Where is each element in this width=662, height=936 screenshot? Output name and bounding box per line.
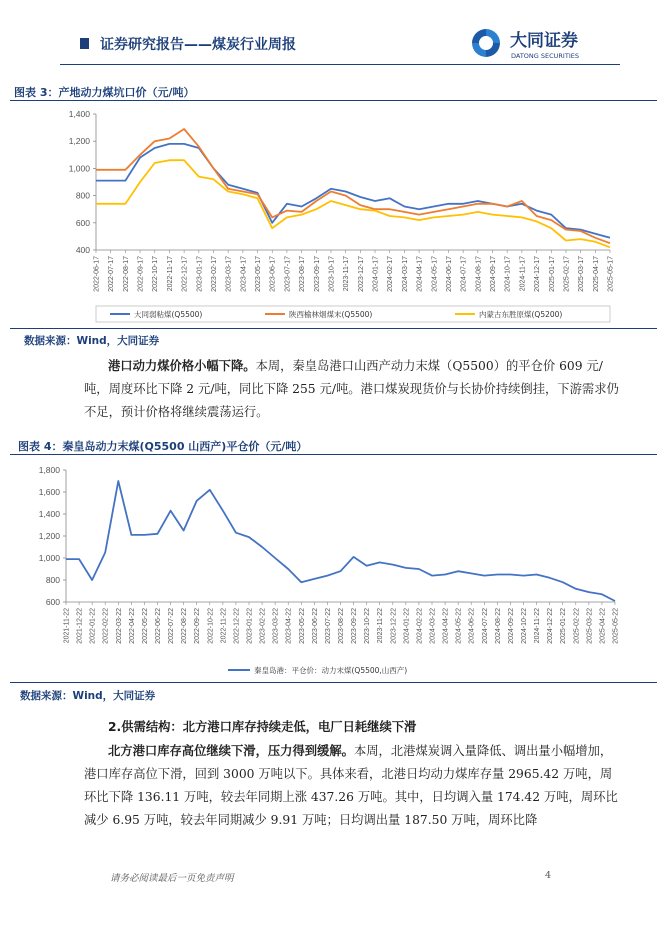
fig3-x-tick-label: 2023-11-17 [343, 256, 351, 292]
fig3-y-tick-label: 600 [75, 217, 90, 228]
section-heading: 2.供需结构：北方港口库存持续走低，电厂日耗继续下滑 [108, 720, 417, 734]
fig4-x-tick-label: 2022-04-22 [128, 608, 136, 644]
fig3-x-tick-label: 2023-12-17 [357, 256, 365, 292]
fig3-y-tick-label: 1,200 [68, 136, 90, 147]
fig4-x-tick-label: 2022-01-22 [89, 608, 97, 644]
fig4-x-tick-label: 2022-02-22 [102, 608, 110, 644]
fig3-x-tick-label: 2024-03-17 [401, 256, 409, 292]
fig3-x-tick-label: 2024-10-17 [504, 256, 512, 292]
fig4-x-tick-label: 2024-08-22 [494, 608, 502, 644]
fig3-x-tick-label: 2022-08-17 [122, 256, 130, 292]
fig3-series-line-1 [96, 144, 610, 238]
fig3-x-tick-label: 2025-01-17 [548, 256, 556, 292]
fig4-x-tick-label: 2024-04-22 [442, 608, 450, 644]
company-logo [466, 23, 616, 63]
fig3-y-tick-label: 800 [75, 190, 90, 201]
fig3-x-tick-label: 2022-12-17 [181, 256, 189, 292]
figure3-bottom-divider [10, 328, 657, 329]
figure4-bottom-divider [10, 682, 657, 683]
figure4-title: 图表 4：秦皇岛动力末煤(Q5500 山西产)平仓价（元/吨） [18, 440, 308, 453]
fig4-x-tick-label: 2021-11-22 [63, 608, 71, 644]
fig4-x-tick-label: 2023-04-22 [285, 608, 293, 644]
fig4-x-tick-label: 2023-06-22 [311, 608, 319, 644]
fig3-y-tick-label: 400 [75, 245, 90, 255]
figure4-chart [10, 460, 657, 680]
fig4-x-tick-label: 2022-10-22 [207, 608, 215, 644]
fig4-x-tick-label: 2024-01-22 [403, 608, 411, 644]
paragraph-port-inventory-lead: 北方港口库存高位继续下滑，压力得到缓解。 [108, 744, 354, 758]
fig3-x-tick-label: 2023-02-17 [210, 256, 218, 292]
fig3-x-tick-label: 2025-02-17 [563, 256, 571, 292]
fig4-x-tick-label: 2021-12-22 [76, 608, 84, 644]
fig4-x-tick-label: 2022-09-22 [194, 608, 202, 644]
fig4-x-tick-label: 2022-05-22 [141, 608, 149, 644]
fig4-y-tick-label: 800 [45, 575, 60, 585]
fig3-x-tick-label: 2024-01-17 [372, 256, 380, 292]
fig3-legend [96, 306, 610, 322]
fig3-legend-label-3: 内蒙古东胜原煤(Q5200) [479, 310, 563, 319]
fig4-series-line-1 [66, 481, 615, 601]
fig4-x-tick-label: 2023-03-22 [272, 608, 280, 644]
fig3-x-tick-label: 2023-04-17 [240, 256, 248, 292]
fig4-x-tick-label: 2023-12-22 [390, 608, 398, 644]
fig4-legend [228, 665, 407, 675]
page-number: 4 [545, 870, 552, 881]
fig4-x-tick-label: 2025-03-22 [586, 608, 594, 644]
fig4-x-tick-label: 2023-01-22 [246, 608, 254, 644]
report-title: 证券研究报告——煤炭行业周报 [100, 37, 296, 53]
fig3-y-tick-label: 1,400 [68, 109, 90, 119]
fig4-x-tick-label: 2024-12-22 [547, 608, 555, 644]
fig4-x-tick-label: 2023-09-22 [351, 608, 359, 644]
fig3-x-tick-label: 2022-11-17 [166, 256, 174, 292]
fig4-x-tick-label: 2025-05-22 [612, 608, 620, 644]
fig4-x-tick-label: 2024-09-22 [507, 608, 515, 644]
fig3-x-tick-label: 2023-01-17 [196, 256, 204, 292]
fig3-x-tick-label: 2022-07-17 [108, 256, 116, 292]
paragraph-port-inventory-text: 本周，北港煤炭调入量降低、调出量小幅增加，港口库存高位下滑，回到 3000 万吨以下。具体来看，北港日均动力煤库存量 2965.42 万吨，周环比下降 136.11 万吨，较去年同期上涨 437.26 万吨。其中，日均调入量 174.42 万吨，周环比减少 6.95 万吨，较去年同期减少 9.91 万吨；日均调出量 187.50 万吨，周环比降 [84, 744, 618, 827]
fig4-x-tick-label: 2023-05-22 [298, 608, 306, 644]
fig3-x-tick-label: 2024-02-17 [387, 256, 395, 292]
fig3-x-tick-label: 2023-03-17 [225, 256, 233, 292]
fig4-x-tick-label: 2024-07-22 [481, 608, 489, 644]
fig3-x-tick-label: 2024-06-17 [445, 256, 453, 292]
fig3-x-tick-label: 2024-12-17 [534, 256, 542, 292]
fig3-legend-label-2: 陕西榆林烟煤末(Q5500) [289, 310, 373, 319]
fig3-x-tick-label: 2023-05-17 [255, 256, 263, 292]
fig4-y-tick-label: 1,200 [38, 531, 60, 541]
paragraph-port-price-lead: 港口动力煤价格小幅下降。 [108, 359, 256, 373]
fig4-x-tick-label: 2024-03-22 [429, 608, 437, 644]
fig4-x-tick-label: 2022-06-22 [155, 608, 162, 644]
fig4-y-tick-label: 1,600 [38, 487, 60, 497]
fig4-y-tick-label: 1,400 [38, 509, 60, 519]
figure3-source: 数据来源：Wind，大同证券 [24, 335, 160, 347]
fig3-x-tick-label: 2022-09-17 [137, 256, 145, 292]
fig3-y-tick-label: 1,000 [68, 163, 90, 174]
fig4-x-tick-label: 2024-02-22 [416, 608, 424, 644]
logo-text-cn: 大同证券 [510, 31, 578, 51]
fig3-x-tick-label: 2024-08-17 [475, 256, 483, 292]
fig3-x-tick-label: 2025-05-17 [607, 256, 615, 292]
fig3-x-tick-label: 2023-08-17 [299, 256, 307, 292]
fig4-x-tick-label: 2022-03-22 [115, 608, 123, 644]
fig4-x-tick-label: 2023-07-22 [324, 608, 332, 644]
figure4-source: 数据来源：Wind，大同证券 [20, 690, 156, 702]
fig4-x-tick-label: 2022-08-22 [181, 608, 189, 644]
fig4-x-tick-label: 2024-06-22 [468, 608, 476, 644]
figure4-divider [10, 454, 657, 455]
header-divider [60, 64, 620, 65]
fig4-x-tick-label: 2024-10-22 [521, 608, 528, 644]
fig4-y-tick-label: 600 [45, 597, 60, 607]
fig4-x-tick-label: 2025-04-22 [599, 608, 607, 644]
fig4-legend-label-1: 秦皇岛港：平仓价：动力末煤(Q5500,山西产) [254, 666, 408, 675]
fig3-series-line-2 [96, 129, 610, 243]
fig4-x-tick-label: 2024-11-22 [534, 608, 542, 644]
header-marker [80, 38, 89, 49]
fig4-x-tick-label: 2023-11-22 [377, 608, 385, 644]
logo-mark-icon [472, 29, 500, 57]
figure3-title: 图表 3：产地动力煤坑口价（元/吨） [14, 86, 195, 99]
figure3-divider [10, 100, 657, 101]
fig4-x-tick-label: 2024-05-22 [455, 608, 463, 644]
fig4-x-tick-label: 2023-02-22 [259, 608, 267, 644]
fig3-x-tick-label: 2023-09-17 [313, 256, 321, 292]
fig3-x-tick-label: 2025-04-17 [592, 256, 600, 292]
fig3-series-line-3 [96, 160, 610, 247]
fig4-y-tick-label: 1,000 [38, 553, 60, 563]
paragraph-port-inventory [84, 740, 620, 832]
fig3-x-tick-label: 2023-06-17 [269, 256, 277, 292]
fig3-legend-label-1: 大同弱粘煤(Q5500) [134, 310, 203, 319]
fig4-x-tick-label: 2023-08-22 [338, 608, 345, 644]
fig4-y-tick-label: 1,800 [38, 465, 60, 475]
fig3-x-tick-label: 2023-10-17 [328, 256, 336, 292]
logo-text-en: DATONG SECURITIES [511, 52, 579, 60]
fig4-x-tick-label: 2022-12-22 [233, 608, 241, 644]
fig3-x-tick-label: 2022-06-17 [93, 256, 101, 292]
paragraph-port-price-text: 本周，秦皇岛港口山西产动力末煤（Q5500）的平仓价 609 元/吨，周度环比下降 2 元/吨，同比下降 255 元/吨。港口煤炭现货价与长协价持续倒挂，下游需求仍不足，预计价格将继续震荡运行。 [84, 359, 619, 419]
fig3-x-tick-label: 2024-07-17 [460, 256, 468, 292]
fig4-x-tick-label: 2025-02-22 [573, 608, 581, 644]
footer-disclaimer: 请务必阅读最后一页免责声明 [110, 873, 234, 884]
fig4-x-tick-label: 2025-01-22 [560, 608, 568, 644]
fig3-x-tick-label: 2024-09-17 [490, 256, 498, 292]
fig4-x-tick-label: 2022-11-22 [220, 608, 228, 644]
paragraph-port-price [84, 355, 620, 424]
fig3-x-tick-label: 2023-07-17 [284, 256, 292, 292]
fig4-x-tick-label: 2022-07-22 [168, 608, 176, 644]
fig4-x-tick-label: 2023-10-22 [364, 608, 372, 644]
fig3-x-tick-label: 2024-05-17 [431, 256, 439, 292]
fig3-x-tick-label: 2024-11-17 [519, 256, 527, 292]
fig3-x-tick-label: 2022-10-17 [152, 256, 160, 292]
fig3-x-tick-label: 2024-04-17 [416, 256, 424, 292]
figure3-chart [10, 104, 657, 326]
fig3-x-tick-label: 2025-03-17 [578, 256, 586, 292]
